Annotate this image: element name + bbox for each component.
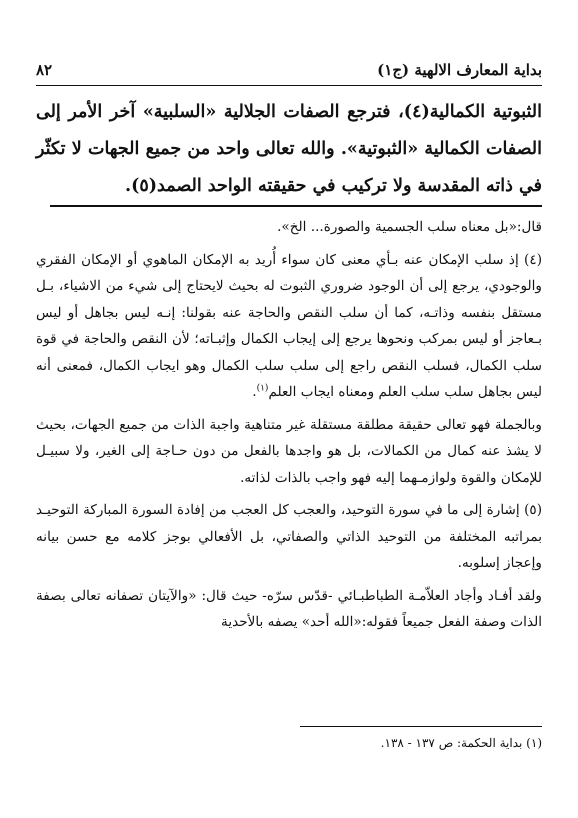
running-title: بداية المعارف الالهية (ج١): [377, 61, 542, 79]
page-header: [36, 58, 542, 82]
commentary: [36, 214, 542, 636]
page-number: ٨٢: [36, 61, 53, 79]
main-paragraph: الثبوتية الكمالية(٤)، فترجع الصفات الجلالية «السلبية» آخر الأمر إلى الصفات الكمالية «الثبوتية». والله تعالى واحد من جميع الجهات لا تكثّر في ذاته المقدسة ولا تركيب في حقيقته الواحد الصمد(٥).: [36, 102, 542, 196]
footnote: (١) بداية الحكمة: ص ١٣٧ - ١٣٨.: [380, 736, 542, 750]
commentary-paragraph: [36, 412, 542, 492]
commentary-text: .: [252, 384, 257, 400]
separator-rule: [50, 205, 542, 207]
commentary-text: وبالجملة فهو تعالى حقيقة مطلقة مستقلة غير متناهية واجبة الذات من جميع الجهات، بحيث لا يشذ عنه كمال من الكمالات، بل هو واجدها بالفعل من دون حـاجة إلى الغير، ولا سبيـل للإمكان والقوة ولوازمـهما إليه فهو واجب بالذات لذاته.: [36, 416, 542, 486]
commentary-paragraph: [36, 214, 542, 241]
header-rule: [36, 85, 542, 87]
commentary-text: ولقد أفـاد وأجاد العلاّمـة الطباطبـائي -قدّس سرّه- حيث قال: «والآيتان تصفانه تعالى بصفة الذات وصفة الفعل جميعاً فقوله:«الله أحد» يصفه بالأحدية: [36, 587, 542, 630]
commentary-paragraph: [36, 247, 542, 406]
commentary-text: (٤) إذ سلب الإمكان عنه بـأي معنى كان سواء أُريد به الإمكان الماهوي أو الإمكان الفقري والوجودي، يرجع إلى أن الوجود ضروري الثبوت له بحيث لايحتاج إلى شيء من الاشياء، بـل مستقل بنفسه وذاتـه، كما أن سلب النقص والحاجة عنه بقولنا: إنـه ليس بجاهل أو ليس بـعاجز أو ليس بمركب ونحوها يرجع إلى إيجاب الكمال وإثبـاته؛ لأن النقص والحاجة في قوة سلب الكمال، فسلب النقص راجع إلى سلب سلب الكمال وهو ايجاب الكمال، فمعنى أنه ليس بجاهل سلب سلب العلم ومعناه ايجاب العلم: [36, 251, 542, 400]
main-text: [36, 94, 542, 205]
commentary-paragraph: [36, 583, 542, 636]
commentary-paragraph: [36, 497, 542, 577]
commentary-text: قال:«بل معناه سلب الجسمية والصورة... الخ».: [277, 219, 542, 235]
footnote-marker: (١): [256, 383, 269, 394]
footnote-rule: [300, 726, 542, 727]
commentary-text: (٥) إشارة إلى ما في سورة التوحيد، والعجب كل العجب من إفادة السورة المباركة التوحيـد بمراتبه المختلفة من التوحيد الذاتي والصفاتي، بل الأفعالي بوجز كلامه مع حسن بيانه وإعجاز إسلوبه.: [36, 502, 542, 571]
